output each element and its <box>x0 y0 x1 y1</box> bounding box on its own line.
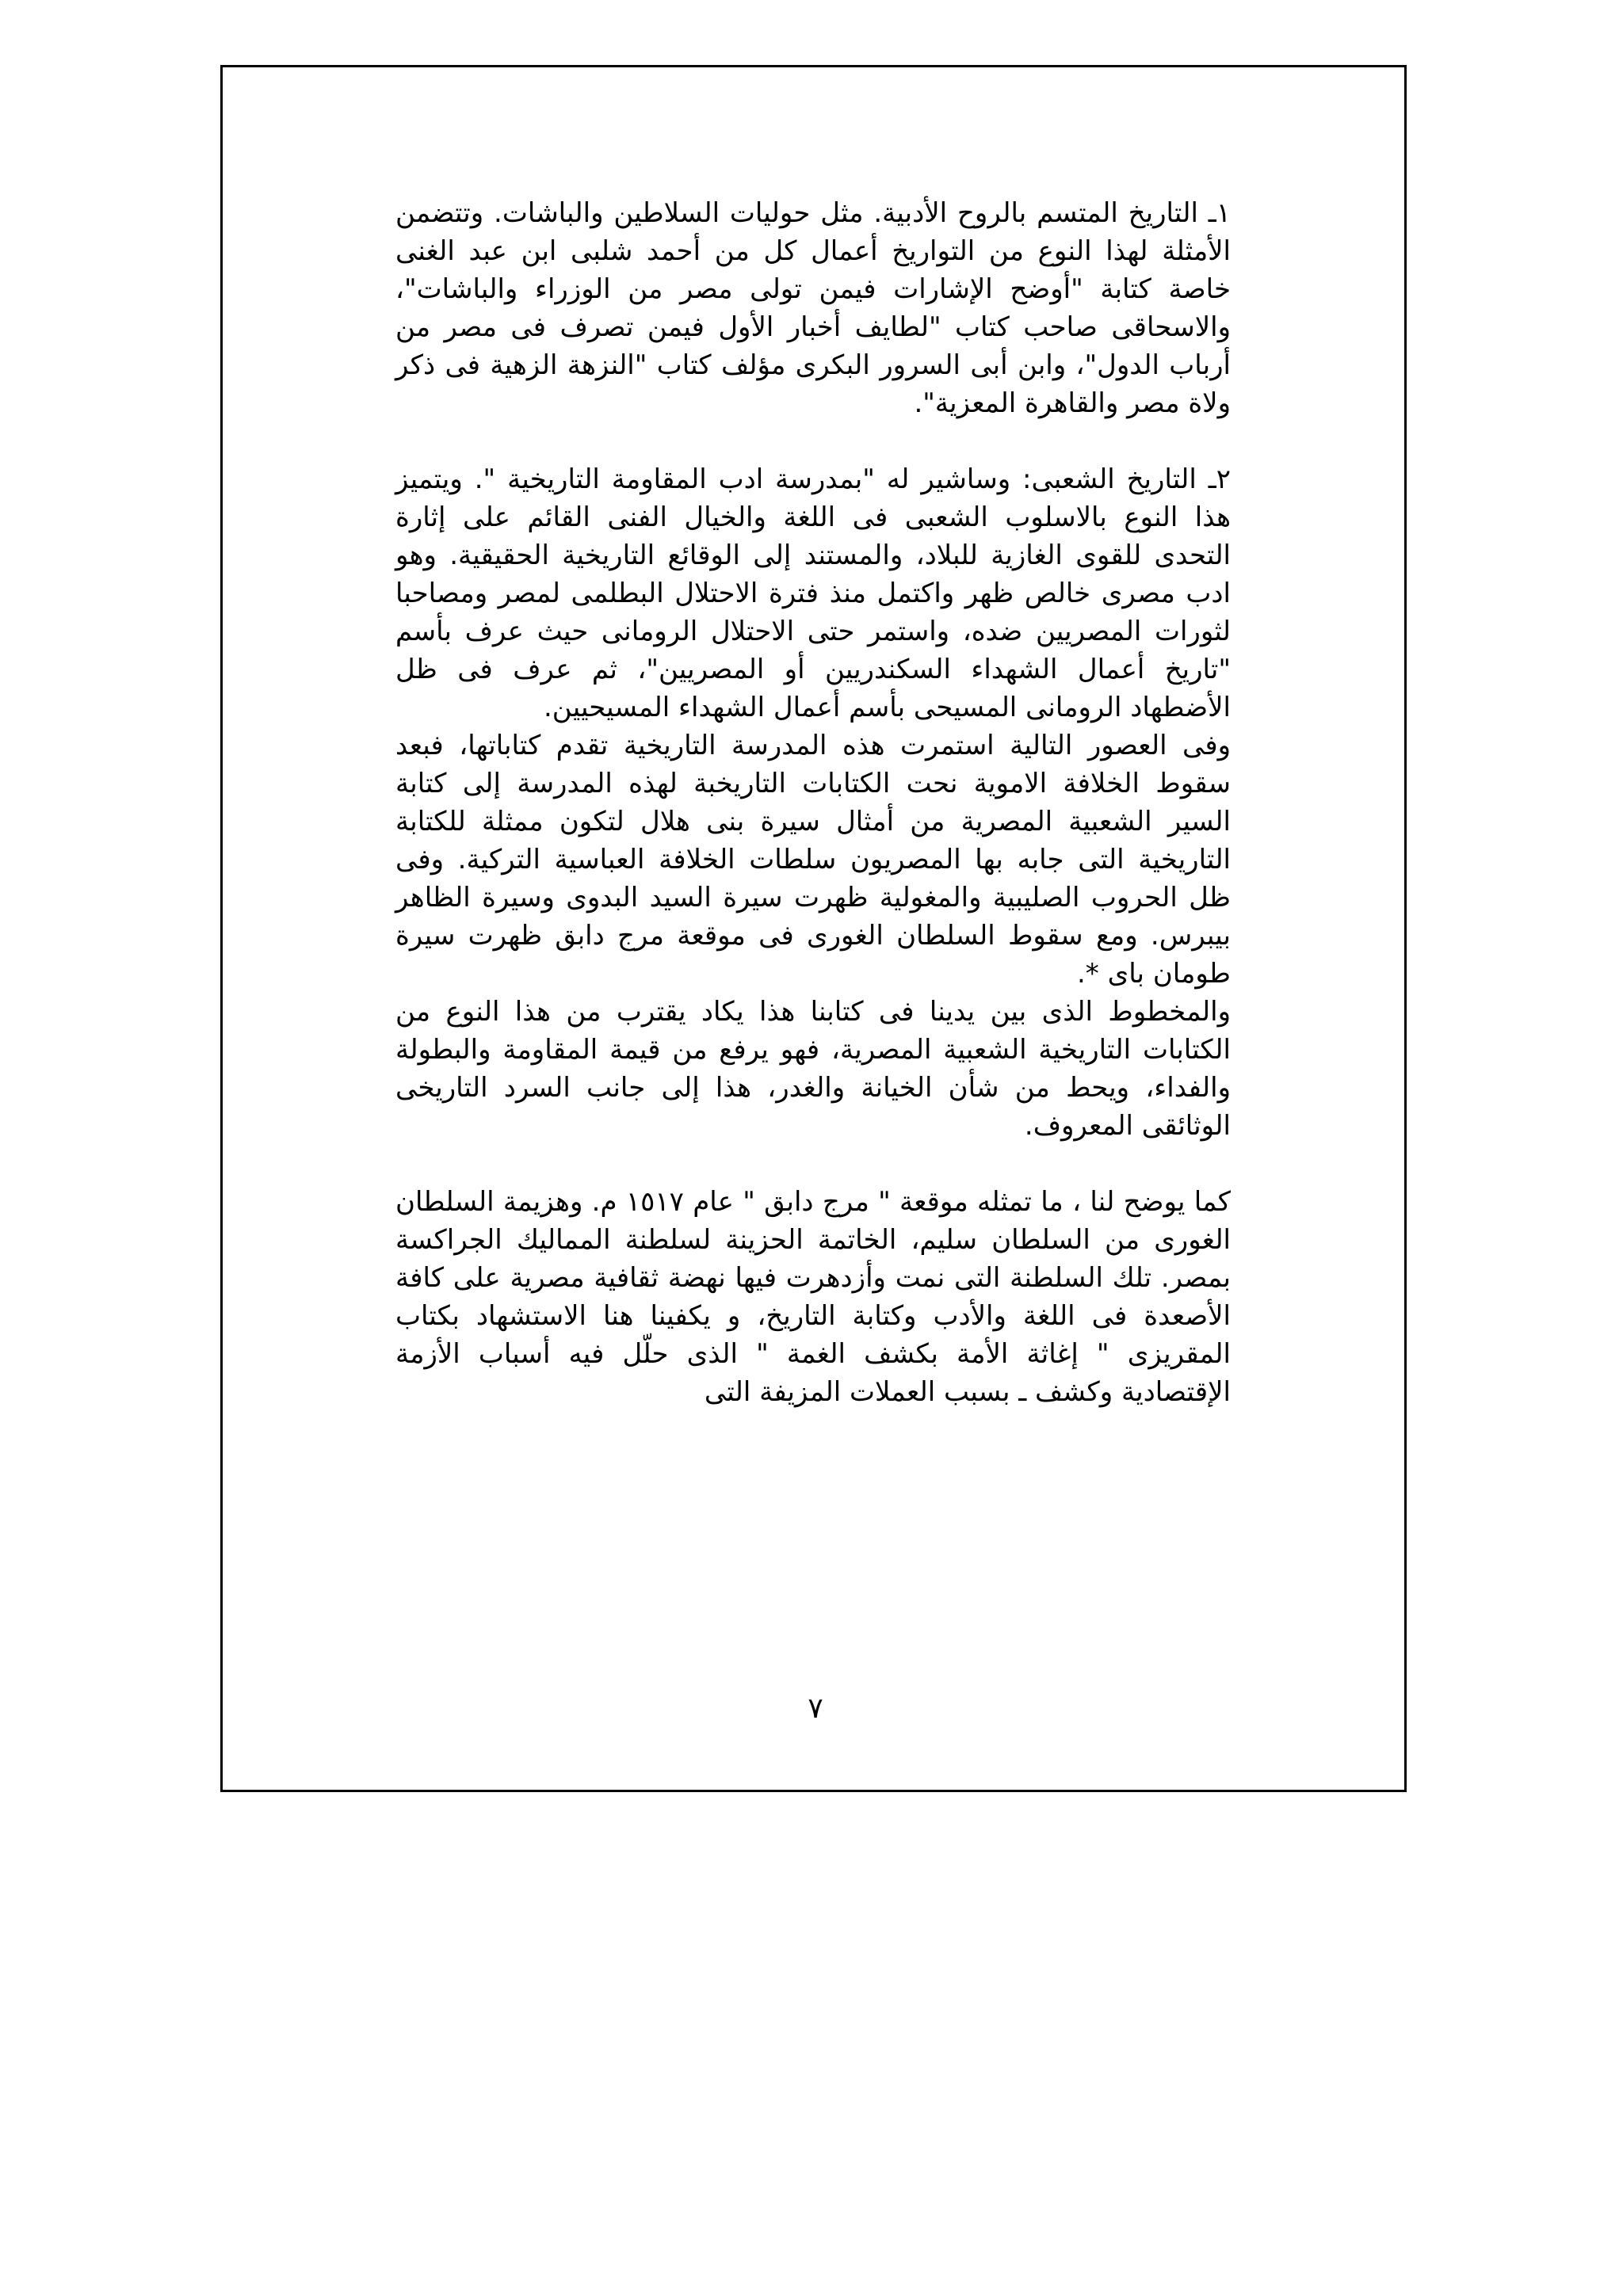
paragraph-later-eras: وفى العصور التالية استمرت هذه المدرسة التاريخية تقدم كتاباتها، فبعد سقوط الخلافة الاموية نحت الكتابات التاريخبة لهذه المدرسة إلى كتابة السير الشعبية المصرية من أمثال سيرة بنى هلال لتكون ممثلة للكتابة التاريخية التى جابه بها المصريون سلطات الخلافة العباسية التركية. وفى ظل الحروب الصليبية والمغولية ظهرت سيرة السيد البدوى وسيرة الظاهر بيبرس. ومع سقوط السلطان الغورى فى موقعة مرج دابق ظهرت سيرة طومان باى *. <box>395 730 1231 990</box>
paragraph-manuscript: والمخطوط الذى بين يدينا فى كتابنا هذا يكاد يقترب من هذا النوع من الكتابات التاريخية الشعبية المصرية، فهو يرفع من قيمة المقاومة والبطولة والفداء، ويحط من شأن الخيانة والغدر، هذا إلى جانب السرد التاريخى الوثائقى المعروف. <box>395 996 1231 1142</box>
page-number: ٧ <box>808 1692 823 1725</box>
paragraph-popular-history: ٢ـ التاريخ الشعبى: وساشير له "بمدرسة ادب المقاومة التاريخية ". ويتميز هذا النوع بالاسلوب الشعبى فى اللغة والخيال الفنى القائم على إثارة التحدى للقوى الغازية للبلاد، والمستند إلى الوقائع التاريخية الحقيقية. وهو ادب مصرى خالص ظهر واكتمل منذ فترة الاحتلال البطلمى لمصر ومصاحبا لثورات المصريين ضده، واستمر حتى الاحتلال الرومانى حيث عرف بأسم "تاريخ أعمال الشهداء السكندريين أو المصريين"، ثم عرف فى ظل الأضطهاد الرومانى المسيحى بأسم أعمال الشهداء المسيحيين. <box>395 463 1231 723</box>
paragraph-marj-dabiq: كما يوضح لنا ، ما تمثله موقعة " مرج دابق " عام ١٥١٧ م. وهزيمة السلطان الغورى من السلطان سليم، الخاتمة الحزينة لسلطنة المماليك الجراكسة بمصر. تلك السلطنة التى نمت وأزدهرت فيها نهضة ثقافية مصرية على كافة الأصعدة فى اللغة والأدب وكتابة التاريخ، و يكفينا هنا الاستشهاد بكتاب المقريزى " إغاثة الأمة بكشف الغمة " الذى حلّل فيه أسباب الأزمة الإقتصادية وكشف ـ بسبب العملات المزيفة التى <box>395 1186 1231 1408</box>
document-body <box>395 194 1231 1411</box>
paragraph-historical-literary: ١ـ التاريخ المتسم بالروح الأدبية. مثل حوليات السلاطين والباشات. وتتضمن الأمثلة لهذا النوع من التواريخ أعمال كل من أحمد شلبى ابن عبد الغنى خاصة كتابة "أوضح الإشارات فيمن تولى مصر من الوزراء والباشات"، والاسحاقى صاحب كتاب "لطايف أخبار الأول فيمن تصرف فى مصر من أرباب الدول"، وابن أبى السرور البكرى مؤلف كتاب "النزهة الزهية فى ذكر ولاة مصر والقاهرة المعزية". <box>395 197 1231 419</box>
